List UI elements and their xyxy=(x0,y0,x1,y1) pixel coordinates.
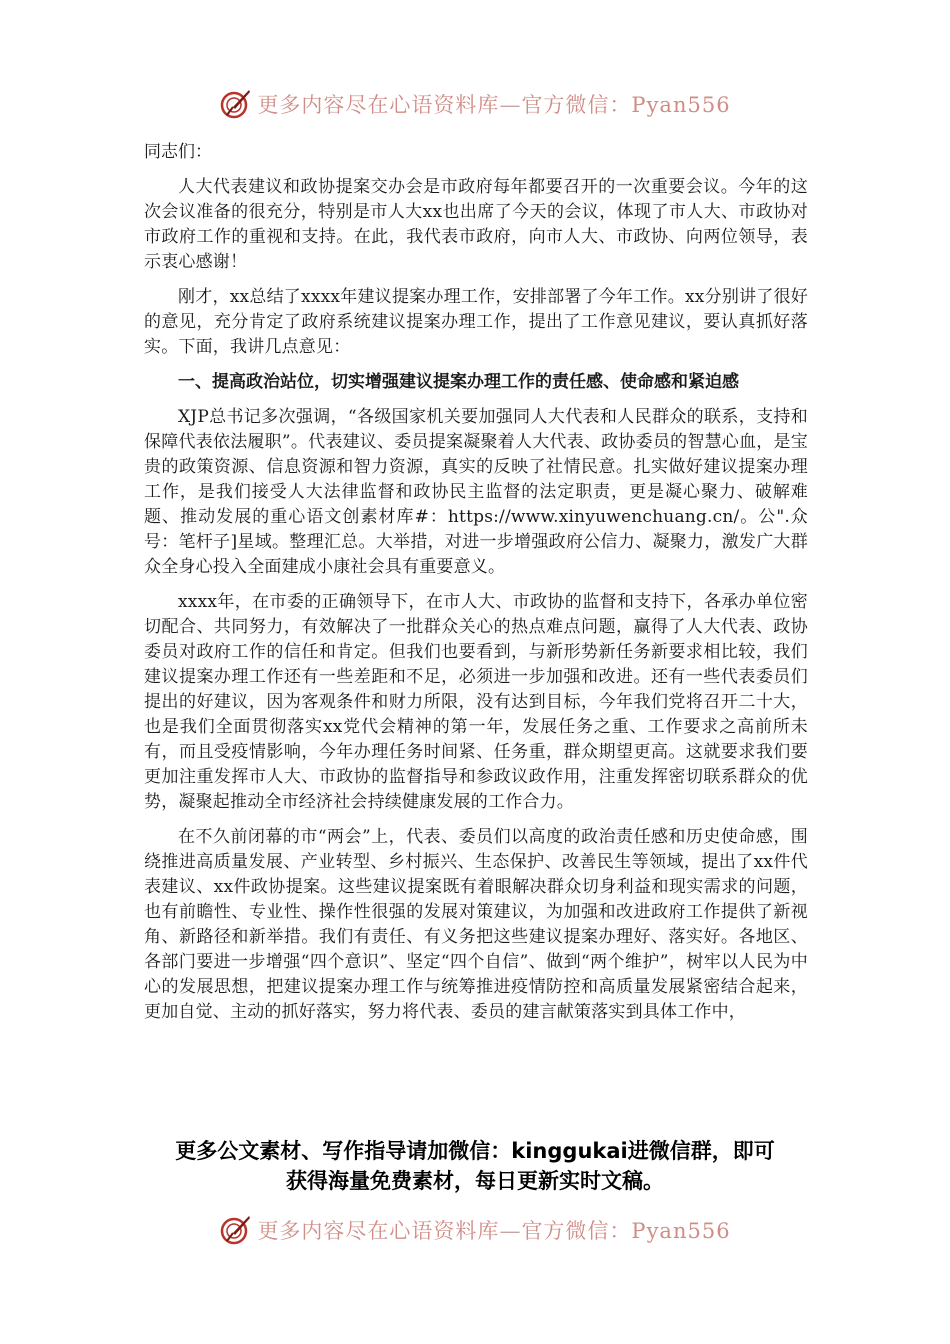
paragraph: 在不久前闭幕的市“两会”上，代表、委员们以高度的政治责任感和历史使命感，围绕推进高质量发展、产业转型、乡村振兴、生态保护、改善民生等领域，提出了xx件代表建议、xx件政协提案。这些建议提案既有着眼解决群众切身利益和现实需求的问题，也有前瞻性、专业性、操作性很强的发展对策建议，为加强和改进政府工作提供了新视角、新路径和新举措。我们有责任、有义务把这些建议提案办理好、落实好。各地区、各部门要进一步增强“四个意识”、坚定“四个自信”、做到“两个维护”，树牢以人民为中心的发展思想，把建议提案办理工作与统筹推进疫情防控和高质量发展紧密结合起来，更加自觉、主动的抓好落实，努力将代表、委员的建言献策落实到具体工作中， xyxy=(144,827,808,1022)
promo-text xyxy=(120,1136,830,1196)
footer-banner xyxy=(0,1210,950,1250)
document-body xyxy=(144,140,808,1035)
paragraph: xxxx年，在市委的正确领导下，在市人大、市政协的监督和支持下，各承办单位密切配合、共同努力，有效解决了一批群众关心的热点难点问题，赢得了人大代表、政协委员对政府工作的信任和肯定。但我们也要看到，与新形势新任务新要求相比较，我们建议提案办理工作还有一些差距和不足，必须进一步加强和改进。还有一些代表委员们提出的好建议，因为客观条件和财力所限，没有达到目标，今年我们党将召开二十大，也是我们全面贯彻落实xx党代会精神的第一年，发展任务之重、工作要求之高前所未有，而且受疫情影响，今年办理任务时间紧、任务重，群众期望更高。这就要求我们要更加注重发挥市人大、市政协的监督指导和参政议政作用，注重发挥密切联系群众的优势，凝聚起推动全市经济社会持续健康发展的工作合力。 xyxy=(144,592,808,812)
banner-text: 更多内容尽在心语资料库—官方微信：Pyan556 xyxy=(257,1219,731,1243)
promo-line: 获得海量免费素材，每日更新实时文稿。 xyxy=(286,1169,664,1193)
promo-line: 更多公文素材、写作指导请加微信：kinggukai进微信群，即可 xyxy=(175,1139,775,1163)
greeting: 同志们： xyxy=(144,142,212,162)
paragraph: 刚才，xx总结了xxxx年建议提案办理工作，安排部署了今年工作。xx分别讲了很好的意见，充分肯定了政府系统建议提案办理工作，提出了工作意见建议，要认真抓好落实。下面，我讲几点意见： xyxy=(144,287,808,357)
quill-logo-icon xyxy=(219,87,253,121)
paragraph: 人大代表建议和政协提案交办会是市政府每年都要召开的一次重要会议。今年的这次会议准备的很充分，特别是市人大xx也出席了今天的会议，体现了市人大、市政协对市政府工作的重视和支持。在此，我代表市政府，向市人大、市政协、向两位领导，表示衷心感谢！ xyxy=(144,177,808,272)
paragraph: XJP总书记多次强调，“各级国家机关要加强同人大代表和人民群众的联系，支持和保障代表依法履职”。代表建议、委员提案凝聚着人大代表、政协委员的智慧心血，是宝贵的政策资源、信息资源和智力资源，真实的反映了社情民意。扎实做好建议提案办理工作，是我们接受人大法律监督和政协民主监督的法定职责，更是凝心聚力、破解难题、推动发展的重心语文创素材库#：https://www.xinyuwenchuang.cn/。公".众号：笔杆子]星域。整理汇总。大举措，对进一步增强政府公信力、凝聚力，激发广大群众全身心投入全面建成小康社会具有重要意义。 xyxy=(144,407,808,577)
section-heading: 一、提高政治站位，切实增强建议提案办理工作的责任感、使命感和紧迫感 xyxy=(178,372,739,392)
banner-text: 更多内容尽在心语资料库—官方微信：Pyan556 xyxy=(257,93,731,117)
quill-logo-icon xyxy=(219,1213,253,1247)
header-banner xyxy=(0,84,950,124)
